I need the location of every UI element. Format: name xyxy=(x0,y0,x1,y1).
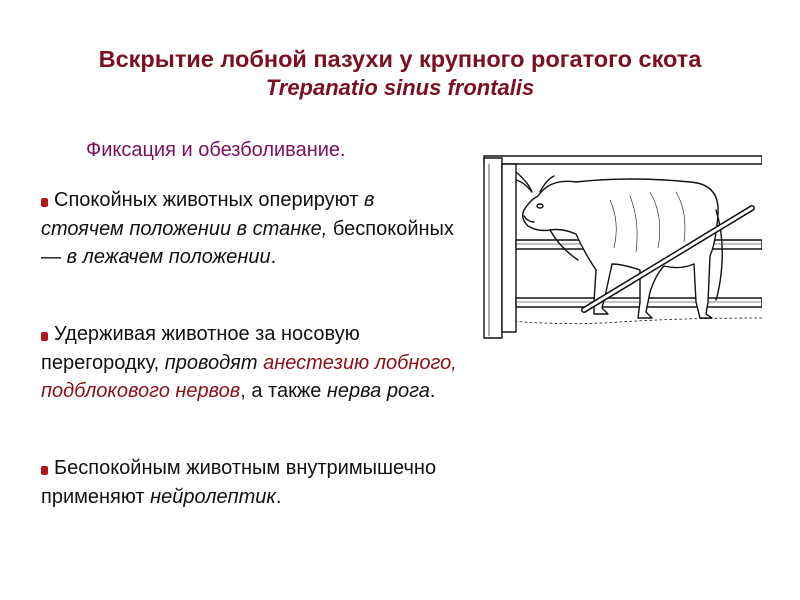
paragraph-2-highlight: анестезию лобного, подблокового нервов xyxy=(41,351,457,402)
bullet-icon xyxy=(41,332,48,341)
section-heading-text: Фиксация и обезболивание xyxy=(86,139,341,161)
paragraph-1-emphasis-2: в лежачем положении xyxy=(66,246,271,268)
paragraph-3-emphasis-1: нейролептик xyxy=(150,485,276,508)
paragraph-2-text-3: . xyxy=(429,380,436,402)
paragraph-2-emphasis-1: проводят xyxy=(164,351,258,374)
slide-title: Вскрытие лобной пазухи у крупного рогатого скота xyxy=(98,46,702,72)
bullet-icon xyxy=(41,198,48,207)
slide-subtitle: Trepanatio sinus frontalis xyxy=(265,75,535,100)
paragraph-2-text-2: , а также xyxy=(240,380,322,402)
cow-stall-drawing xyxy=(480,152,762,342)
section-heading xyxy=(86,136,346,164)
section-heading-dot: . xyxy=(340,139,346,161)
paragraph-1-text-2: беспокойных— xyxy=(41,217,454,268)
paragraph-1-text-1: Спокойных животных оперируют xyxy=(54,189,359,211)
paragraph-2-text-1: Удерживая животное за носовую перегородку, xyxy=(41,323,360,374)
bullet-icon xyxy=(41,466,48,475)
paragraph-3-text-1: Беспокойным животным внутримышечно применяют xyxy=(41,457,437,508)
paragraph-3 xyxy=(41,454,461,511)
paragraph-3-text-2: . xyxy=(275,485,282,508)
paragraph-2-emphasis-2: нерва рога xyxy=(326,380,430,402)
paragraph-1-emphasis-1: в стоячем положении в станке, xyxy=(41,189,375,240)
paragraph-2 xyxy=(41,320,461,406)
cow-in-stall-illustration xyxy=(480,152,762,342)
paragraph-1 xyxy=(41,186,461,272)
paragraph-1-text-3: . xyxy=(270,246,277,268)
